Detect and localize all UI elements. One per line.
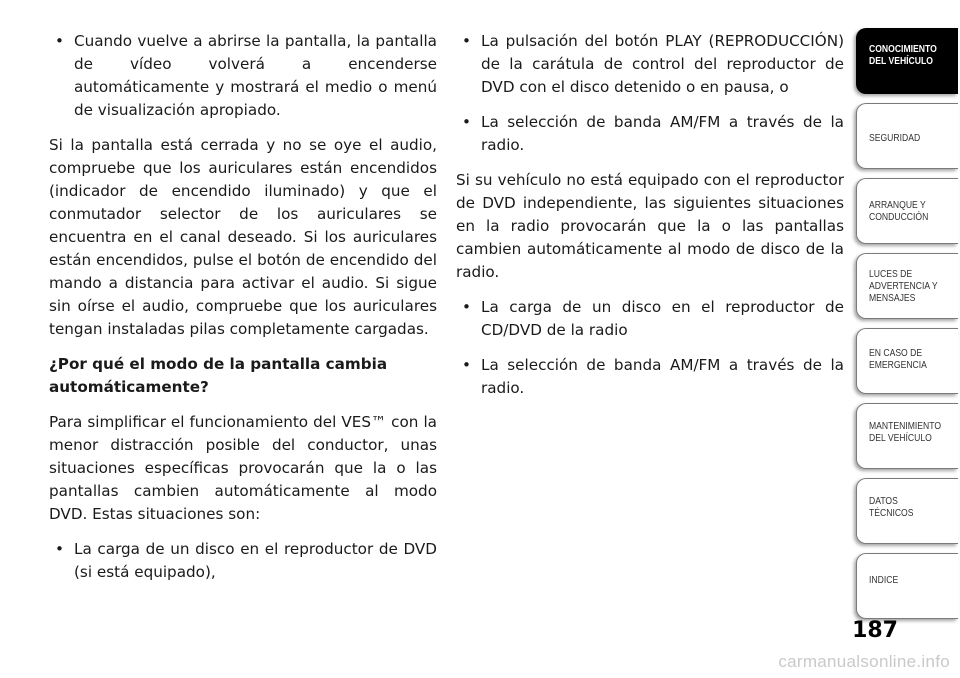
tab-label: ARRANQUE Y CONDUCCIÓN (869, 199, 929, 223)
tab-seguridad[interactable] (856, 103, 958, 169)
watermark: carmanualsonline.info (778, 652, 950, 671)
tab-label: DATOS TÉCNICOS (869, 495, 914, 519)
tab-arranque-y-conduccion[interactable] (856, 178, 958, 244)
paragraph: Si la pantalla está cerrada y no se oye el audio, compruebe que los auriculares están encendidos (indicador de encendido iluminado) y que el conmutador selector de los auriculares se encuentra en el canal deseado. Si los auriculares están encendidos, pulse el botón de encendido del mando a distancia para activar el audio. Si sigue sin oírse el audio, compruebe que los auriculares tengan instaladas pilas completamente cargadas. (49, 136, 437, 338)
list-item: • Cuando vuelve a abrirse la pantalla, la pantalla de vídeo volverá a encenderse automáticamente y mostrará el medio o menú de visualización apropiado. (49, 30, 437, 122)
tab-en-caso-de-emergencia[interactable] (856, 328, 958, 394)
list-item: • La selección de banda AM/FM a través de la radio. (456, 111, 844, 157)
tab-label: SEGURIDAD (869, 132, 921, 144)
list-item: • La carga de un disco en el reproductor de DVD (si está equipado), (49, 538, 437, 584)
page-number: 187 (852, 618, 898, 643)
tab-mantenimiento-del-vehiculo[interactable] (856, 403, 958, 469)
paragraph: Para simplificar el funcionamiento del VES™ con la menor distracción posible del conductor, unas situaciones específicas provocarán que la o las pantallas cambien automáticamente al modo DVD. Estas situaciones son: (49, 413, 437, 523)
tab-label: MANTENIMIENTO DEL VEHÍCULO (869, 420, 942, 444)
tab-label: LUCES DE ADVERTENCIA Y MENSAJES (869, 268, 938, 304)
list-item: • La pulsación del botón PLAY (REPRODUCCIÓN) de la carátula de control del reproductor de DVD con el disco detenido o en pausa, o (456, 30, 844, 99)
section-tabs (856, 0, 960, 640)
tab-luces-de-advertencia[interactable] (856, 253, 958, 319)
tab-label: CONOCIMIENTO DEL VEHÍCULO (869, 43, 937, 67)
tab-datos-tecnicos[interactable] (856, 478, 958, 544)
tab-label: INDICE (869, 574, 899, 586)
right-column (456, 30, 844, 412)
paragraph: Si su vehículo no está equipado con el reproductor de DVD independiente, las siguientes situaciones en la radio provocarán que la o las pantallas cambien automáticamente al modo de disco de la radio. (456, 171, 844, 281)
tab-label: EN CASO DE EMERGENCIA (869, 347, 927, 371)
left-column (49, 30, 437, 596)
tab-conocimiento-del-vehiculo[interactable] (856, 28, 958, 94)
tab-indice[interactable] (856, 553, 958, 619)
list-item: • La selección de banda AM/FM a través de la radio. (456, 354, 844, 400)
section-heading: ¿Por qué el modo de la pantalla cambia automáticamente? (49, 355, 388, 396)
list-item: • La carga de un disco en el reproductor de CD/DVD de la radio (456, 296, 844, 342)
